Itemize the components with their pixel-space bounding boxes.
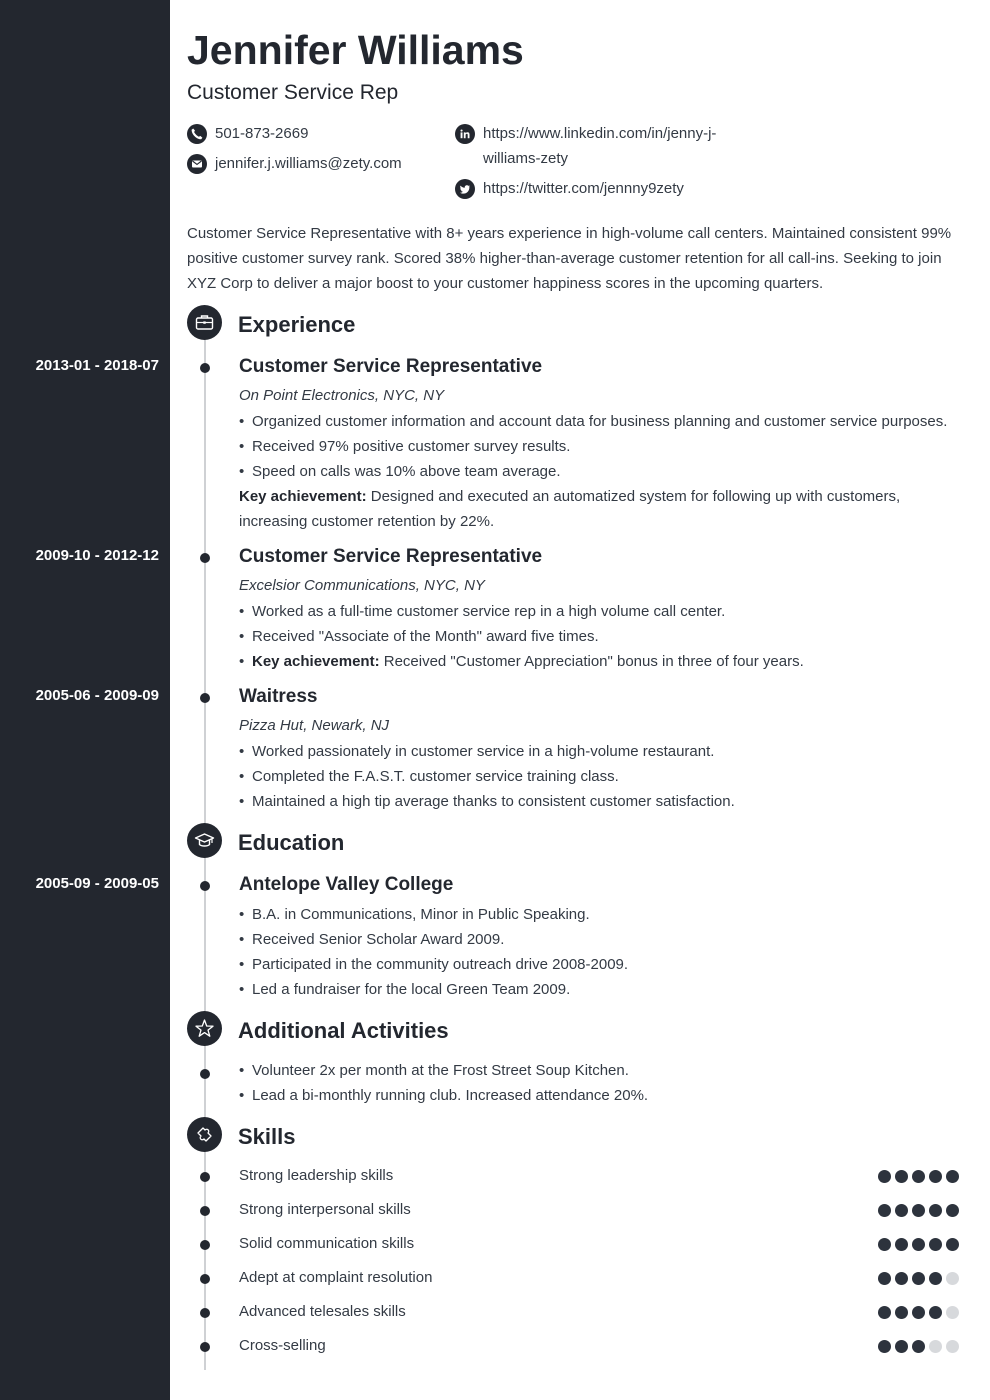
- list-item: • Led a fundraiser for the local Green Team 2009.: [239, 977, 969, 1002]
- linkedin-line-2[interactable]: williams-zety: [483, 150, 569, 167]
- skill-name: Cross-selling: [239, 1337, 326, 1354]
- skill-name: Strong leadership skills: [239, 1167, 394, 1184]
- profile-summary: Customer Service Representative with 8+ years experience in high-volume call centers. Maintained consistent 99% positive customer survey rank. Scored 38% higher-than-average customer retention for all call-ins. Seeking to join XYZ Corp to deliver a major boost to your customer happiness scores in the upcoming quarters.: [187, 225, 952, 292]
- twitter-icon: [455, 179, 475, 199]
- job-3-title: Waitress: [239, 686, 318, 707]
- rating-dot-filled: [912, 1238, 925, 1251]
- rating-dot-filled: [878, 1306, 891, 1319]
- rating-dot-filled: [895, 1306, 908, 1319]
- job-3-dates: 2005-06 - 2009-09: [35, 687, 159, 704]
- activities-bullets: [239, 1058, 969, 1108]
- timeline-dot: [200, 1069, 210, 1079]
- phone-text: 501-873-2669: [215, 125, 309, 142]
- list-item: • Volunteer 2x per month at the Frost Street Soup Kitchen.: [239, 1058, 969, 1083]
- key-achievement-label: Key achievement:: [239, 488, 367, 505]
- rating-dot-filled: [912, 1170, 925, 1183]
- star-icon: [187, 1011, 222, 1046]
- job-1-key-achievement: [239, 484, 959, 534]
- key-achievement-text: Designed and executed an automatized system for following up with customers, increasing customer retention by 22%.: [239, 488, 901, 530]
- list-item: [239, 649, 969, 674]
- job-2-company: Excelsior Communications, NYC, NY: [239, 577, 485, 594]
- skill-rating: [878, 1170, 959, 1183]
- timeline-dot: [200, 553, 210, 563]
- rating-dot-filled: [895, 1204, 908, 1217]
- rating-dot-empty: [946, 1306, 959, 1319]
- linkedin-link[interactable]: [483, 121, 716, 171]
- job-title: Customer Service Rep: [187, 81, 399, 104]
- twitter-text[interactable]: https://twitter.com/jennny9zety: [483, 180, 684, 197]
- rating-dot-filled: [912, 1306, 925, 1319]
- linkedin-line-1[interactable]: https://www.linkedin.com/in/jenny-j-: [483, 125, 717, 142]
- rating-dot-filled: [929, 1306, 942, 1319]
- contact-phone: [187, 121, 308, 146]
- timeline-dot: [200, 693, 210, 703]
- list-item: • Received 97% positive customer survey results.: [239, 434, 969, 459]
- rating-dot-filled: [895, 1238, 908, 1251]
- skill-rating: [878, 1272, 959, 1285]
- education-bullets: [239, 902, 969, 1002]
- rating-dot-filled: [912, 1204, 925, 1217]
- skill-rating: [878, 1340, 959, 1353]
- education-school: Antelope Valley College: [239, 874, 454, 895]
- list-item: • Speed on calls was 10% above team average.: [239, 459, 969, 484]
- puzzle-piece-icon: [187, 1117, 222, 1152]
- job-1-title: Customer Service Representative: [239, 356, 543, 377]
- section-title-activities: Additional Activities: [238, 1018, 449, 1043]
- list-item: • Received Senior Scholar Award 2009.: [239, 927, 969, 952]
- list-item: • Organized customer information and account data for business planning and customer service purposes.: [239, 409, 969, 434]
- linkedin-icon: [455, 124, 475, 144]
- job-3-bullets: [239, 739, 969, 814]
- skill-name: Adept at complaint resolution: [239, 1269, 433, 1286]
- contact-email: [187, 151, 402, 176]
- rating-dot-filled: [878, 1340, 891, 1353]
- job-2-title: Customer Service Representative: [239, 546, 543, 567]
- job-1-company: On Point Electronics, NYC, NY: [239, 387, 445, 404]
- skill-name: Advanced telesales skills: [239, 1303, 406, 1320]
- job-3-company: Pizza Hut, Newark, NJ: [239, 717, 390, 734]
- list-item: • Received "Associate of the Month" award five times.: [239, 624, 969, 649]
- rating-dot-empty: [946, 1272, 959, 1285]
- rating-dot-filled: [895, 1340, 908, 1353]
- rating-dot-filled: [878, 1170, 891, 1183]
- rating-dot-filled: [946, 1170, 959, 1183]
- education-dates: 2005-09 - 2009-05: [35, 875, 159, 892]
- skill-rating: [878, 1204, 959, 1217]
- rating-dot-filled: [912, 1272, 925, 1285]
- rating-dot-filled: [946, 1204, 959, 1217]
- skill-rating: [878, 1306, 959, 1319]
- key-achievement-text: Received "Customer Appreciation" bonus in three of four years.: [379, 653, 804, 670]
- skill-rating: [878, 1238, 959, 1251]
- key-achievement-label: Key achievement:: [252, 653, 380, 670]
- rating-dot-filled: [878, 1238, 891, 1251]
- timeline-dot: [200, 1206, 210, 1216]
- contact-linkedin: [455, 121, 716, 171]
- list-item: • Worked passionately in customer service in a high-volume restaurant.: [239, 739, 969, 764]
- list-item: • Lead a bi-monthly running club. Increased attendance 20%.: [239, 1083, 969, 1108]
- rating-dot-filled: [878, 1272, 891, 1285]
- rating-dot-filled: [929, 1238, 942, 1251]
- timeline-dot: [200, 1274, 210, 1284]
- job-1-dates: 2013-01 - 2018-07: [35, 357, 159, 374]
- list-item: • B.A. in Communications, Minor in Public Speaking.: [239, 902, 969, 927]
- job-1-bullets: [239, 409, 969, 484]
- rating-dot-filled: [929, 1170, 942, 1183]
- list-item: • Worked as a full-time customer service rep in a high volume call center.: [239, 599, 969, 624]
- rating-dot-filled: [895, 1170, 908, 1183]
- rating-dot-empty: [929, 1340, 942, 1353]
- graduation-cap-icon: [187, 823, 222, 858]
- timeline-dot: [200, 1172, 210, 1182]
- resume-name: Jennifer Williams: [187, 27, 524, 73]
- section-title-education: Education: [238, 830, 345, 855]
- timeline-dot: [200, 1308, 210, 1318]
- timeline-dot: [200, 1342, 210, 1352]
- briefcase-icon: [187, 305, 222, 340]
- skill-name: Solid communication skills: [239, 1235, 415, 1252]
- skill-name: Strong interpersonal skills: [239, 1201, 411, 1218]
- rating-dot-filled: [946, 1238, 959, 1251]
- job-2-dates: 2009-10 - 2012-12: [35, 547, 159, 564]
- timeline-dot: [200, 881, 210, 891]
- timeline-dot: [200, 1240, 210, 1250]
- job-2-bullets: [239, 599, 969, 674]
- list-item: • Participated in the community outreach drive 2008-2009.: [239, 952, 969, 977]
- contact-twitter: [455, 176, 684, 201]
- rating-dot-filled: [878, 1204, 891, 1217]
- rating-dot-filled: [929, 1272, 942, 1285]
- rating-dot-filled: [929, 1204, 942, 1217]
- envelope-icon: [187, 154, 207, 174]
- rating-dot-empty: [946, 1340, 959, 1353]
- email-text[interactable]: jennifer.j.williams@zety.com: [215, 155, 402, 172]
- list-item: • Completed the F.A.S.T. customer service training class.: [239, 764, 969, 789]
- section-title-experience: Experience: [238, 312, 356, 337]
- list-item: • Maintained a high tip average thanks to consistent customer satisfaction.: [239, 789, 969, 814]
- rating-dot-filled: [912, 1340, 925, 1353]
- section-title-skills: Skills: [238, 1124, 296, 1149]
- phone-icon: [187, 124, 207, 144]
- timeline-dot: [200, 363, 210, 373]
- rating-dot-filled: [895, 1272, 908, 1285]
